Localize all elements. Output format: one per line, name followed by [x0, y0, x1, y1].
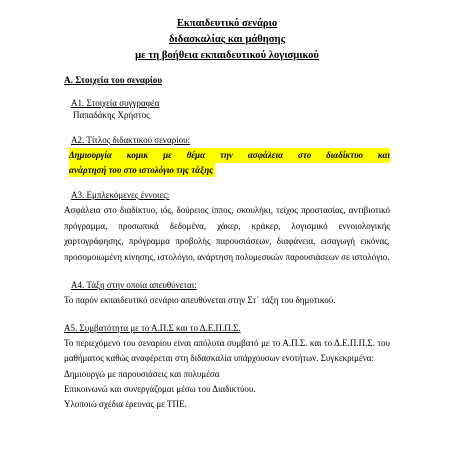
scenario-title-line-1: Δημιουργία κομικ με θέμα την ασφάλεια στο διαδίκτυο και [69, 148, 390, 163]
author-name: Παπαδάκης Χρήστος [73, 110, 150, 120]
a1-heading: Α1. Στοιχεία συγγραφέα [71, 98, 160, 108]
title-line-2: διδασκαλίας και μάθησης [168, 34, 286, 45]
a5-line-3: Υλοποιώ σχέδια έρευνας με ΤΠΕ. [64, 398, 187, 409]
a2-heading: Α2. Τίτλος διδακτικού σεναρίου: [71, 135, 191, 145]
title-line-1: Εκπαιδευτικό σενάριο [176, 18, 278, 29]
a5-line-2: Επικοινωνώ και συνεργάζομαι μέσω του Διαδικτύου. [64, 383, 256, 394]
a5-line-1: Δημιουργώ με παρουσιάσεις και πολυμέσα [64, 368, 220, 379]
scenario-title-highlight [69, 148, 390, 177]
a4-heading: Α4. Τάξη στην οποία απευθύνεται: [71, 280, 197, 290]
a5-heading: Α5. Συμβατότητα με το Α.Π.Σ και το Δ.Ε.Π.Π.Σ. [64, 322, 241, 333]
a4-class-text: Το παρόν εκπαιδευτικό σενάριο απευθύνεται στην Στ΄ τάξη του δημοτικού. [64, 295, 336, 305]
document-title [64, 16, 390, 64]
scenario-title-line-2: ανάρτησή του στο ιστολόγιο της τάξης [69, 163, 215, 178]
section-a-heading: Α. Στοιχεία του σεναρίου [64, 75, 163, 85]
title-line-3: με τη βοήθεια εκπαιδευτικού λογισμικού [135, 50, 319, 61]
a3-concepts-text: Ασφάλεια στο διαδίκτυο, ιός, δούρειος ίππος, σκουλήκι, τείχος προστασίας, αντιβιοτικό πρόγραμμα, προσωπικά δεδομένα, χάκερ, κράκερ, λογισμικό εννοιολογικής χαρτογράφησης, πρόγραμμα προβολής παρουσιάσεων, διαφάνεια, εισαγωγή εικόνας, προσομοιωμένη κίνησης, ιστολόγιο, ανάρτηση πολυμεσικών παρουσιάσεων σε ιστολόγιο. [64, 205, 390, 262]
a3-heading: Α3. Εμπλεκόμενες έννοιες: [71, 190, 170, 200]
a5-compatibility-text: Το περιεχόμενο του σεναρίου είναι απόλυτα συμβατό με το Α.Π.Σ. και το Δ.Ε.Π.Π.Σ. του μαθήματος καθώς αναφέρεται στη διδασκαλία υπάρχουσων ενοτήτων. Συγκεκριμένα: [64, 337, 390, 363]
